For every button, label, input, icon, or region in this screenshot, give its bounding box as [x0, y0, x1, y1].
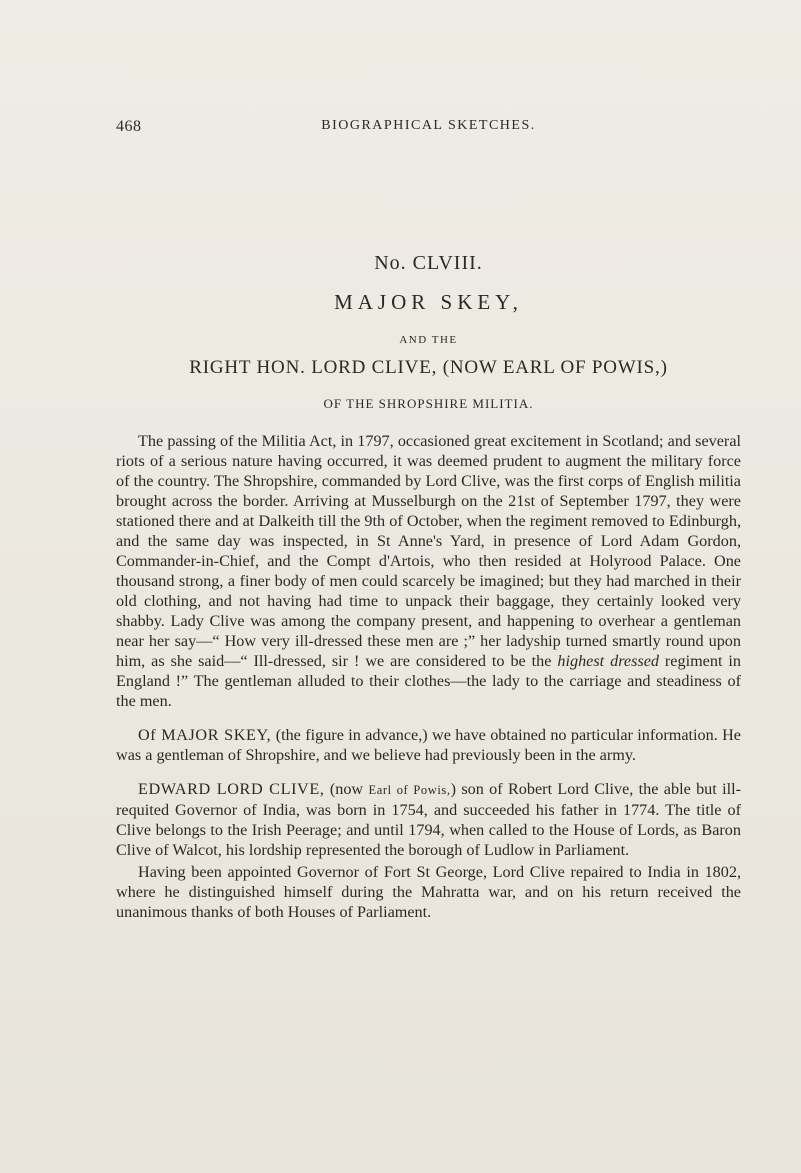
paragraph-text: Having been appointed Governor of Fort St George, Lord Clive repaired to India in 1802, where he distinguished himself during the Mahratta war, and on his return received the unanimous thanks of both Houses of Parliament. [116, 863, 741, 921]
page-number: 468 [116, 118, 142, 135]
heading-regiment-line: OF THE SHROPSHIRE MILITIA. [323, 396, 534, 411]
body-text [116, 431, 741, 922]
running-head [116, 118, 741, 140]
subject-name-lord-clive: RIGHT HON. LORD CLIVE, (NOW EARL OF POWIS,) [189, 357, 668, 378]
sketch-number: No. CLVIII. [374, 252, 483, 274]
paragraph-lead-name: EDWARD LORD CLIVE, [138, 780, 325, 798]
paragraph-text: regiment in England !” The gentleman alluded to their clothes—the lady to the carriage and steadiness of the men. [116, 652, 741, 710]
paragraph-major-skey [116, 725, 741, 765]
running-title: BIOGRAPHICAL SKETCHES. [321, 118, 536, 133]
heading-conjunction: AND THE [399, 334, 458, 346]
subject-name-major-skey: MAJOR SKEY, [334, 290, 523, 314]
paragraph-text: The passing of the Militia Act, in 1797, occasioned great excitement in Scotland; and several riots of a serious nature having occurred, it was deemed prudent to augment the military force of the country. The Shropshire, commanded by Lord Clive, was the first corps of English militia brought across the border. Arriving at Musselburgh on the 21st of September 1797, they were stationed there and at Dalkeith till the 9th of October, when the regiment removed to Edinburgh, and the same day was inspected, in St Anne's Yard, in presence of Lord Adam Gordon, Commander-in-Chief, and the Compt d'Artois, who then resided at Holyrood Palace. One thousand strong, a finer body of men could scarcely be imagined; but they had marched in their old clothing, and not having had time to unpack their baggage, they certainly looked very shabby. Lady Clive was among the company present, and happening to overhear a gentleman near her say—“ How very ill-dressed these men are ;” her ladyship turned smartly round upon him, as she said—“ Ill-dressed, sir ! we are considered to be the [116, 432, 741, 670]
paragraph-militia-act [116, 431, 741, 711]
paragraph-text: (now [324, 780, 369, 798]
paragraph-lord-clive [116, 779, 741, 860]
italic-phrase: highest dressed [557, 652, 659, 670]
paragraph-text: (the figure in advance,) we have obtained no particular information. He was a gentleman of Shropshire, and we believe had previously been in the army. [116, 726, 741, 764]
paragraph-text: ) son of Robert Lord Clive, the able but ill-requited Governor of India, was born in 1754, and succeeded his father in 1774. The title of Clive belongs to the Irish Peerage; and until 1794, when called to the House of Lords, as Baron Clive of Walcot, his lordship represented the borough of Ludlow in Parliament. [116, 780, 741, 859]
smallcaps-title: Earl of Powis, [368, 783, 451, 797]
paragraph-lead-name: Of MAJOR SKEY, [138, 726, 272, 744]
paragraph-governor [116, 862, 741, 922]
